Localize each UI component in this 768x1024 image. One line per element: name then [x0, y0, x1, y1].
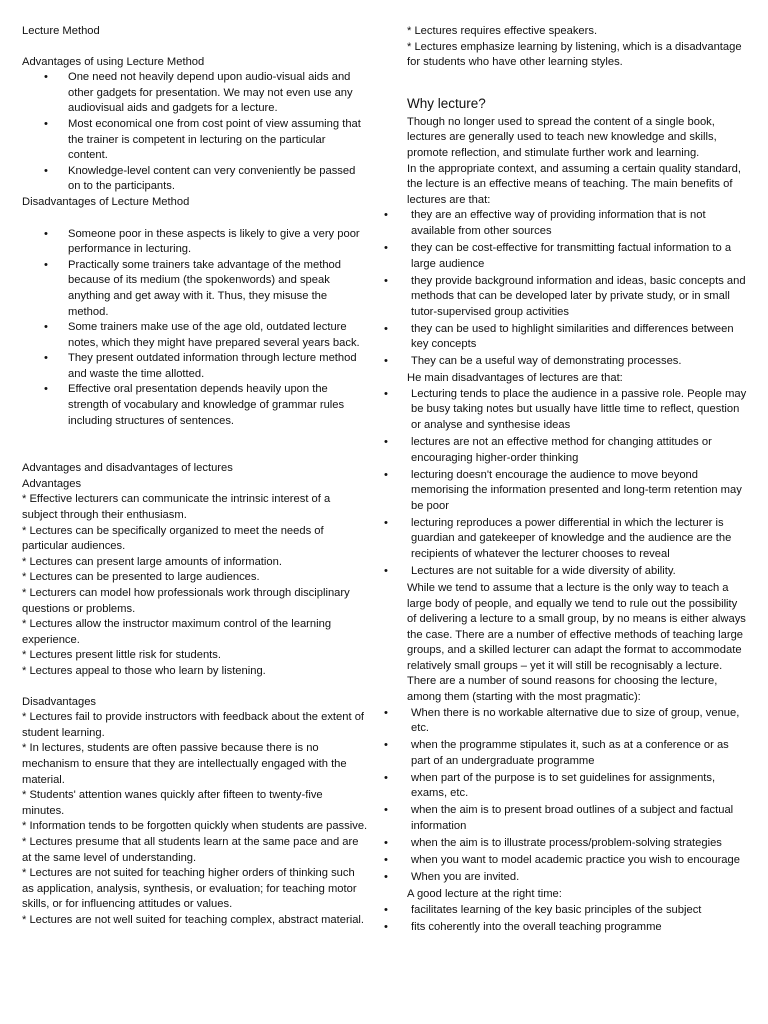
list-item: • they are an effective way of providing information that is not available from other sources	[384, 208, 747, 239]
why-lecture-heading: Why lecture?	[407, 95, 486, 111]
list-item: * Students' attention wanes quickly after fifteen to twenty-five minutes.	[22, 789, 323, 817]
disadvantages-method-list	[22, 227, 368, 430]
list-item: • Lecturing tends to place the audience in a passive role. People may be busy taking notes but usually have little time to reflect, question or analyse and synthesise ideas	[384, 387, 747, 434]
list-item: • They can be a useful way of demonstrating processes.	[384, 354, 747, 370]
doc-title: Lecture Method	[22, 25, 100, 37]
list-item: * Lectures requires effective speakers.	[407, 25, 598, 37]
main-disadvantages-intro: He main disadvantages of lectures are that:	[407, 372, 623, 385]
list-item: • When you are invited.	[384, 870, 747, 886]
list-item: * Effective lecturers can communicate the intrinsic interest of a subject through their enthusiasm.	[22, 493, 331, 522]
list-item: * Lectures emphasize learning by listening, which is a disadvantage for students who have other learning styles.	[407, 40, 742, 69]
list-item: * Lectures can present large amounts of information.	[22, 555, 282, 568]
list-item: • when you want to model academic practice you wish to encourage	[384, 853, 747, 869]
list-item: * Lectures can be presented to large audiences.	[22, 571, 260, 584]
list-item: * Lectures appeal to those who learn by listening.	[22, 664, 266, 677]
good-lecture-intro: A good lecture at the right time:	[407, 887, 562, 900]
advantages-method-heading: Advantages of using Lecture Method	[22, 55, 205, 68]
disadvantages-label: Disadvantages	[22, 695, 97, 708]
disadvantages-list	[22, 710, 368, 928]
list-item: • Most economical one from cost point of view assuming that the trainer is competent in lecturing on the particular content.	[22, 117, 368, 164]
list-item: • fits coherently into the overall teaching programme	[384, 920, 747, 936]
disadvantages-method-heading: Disadvantages of Lecture Method	[22, 195, 190, 208]
context-paragraph: In the appropriate context, and assuming a certain quality standard, the lecture is an effective means of teaching. The main benefits of lectures are that:	[407, 162, 741, 206]
advantages-label: Advantages	[22, 477, 82, 490]
list-item: • they provide background information and ideas, basic concepts and methods that can be developed later by private study, or in small tutor-supervised group activities	[384, 274, 747, 321]
list-item: • when the programme stipulates it, such as at a conference or as part of an undergraduate programme	[384, 738, 747, 769]
list-item: • lecturing doesn't encourage the audience to move beyond memorising the information presented and long-term retention may be poor	[384, 468, 747, 515]
reasons-intro: There are a number of sound reasons for choosing the lecture, among them (starting with the most pragmatic):	[407, 675, 718, 704]
good-lecture-list	[382, 903, 747, 936]
list-item: • They present outdated information through lecture method and waste the time allotted.	[22, 351, 368, 382]
list-item: • when part of the purpose is to set guidelines for assignments, exams, etc.	[384, 771, 747, 802]
adv-disadv-heading: Advantages and disadvantages of lectures	[22, 462, 233, 475]
advantages-method-list	[22, 70, 368, 195]
while-paragraph: While we tend to assume that a lecture is the only way to teach a large body of people, and equally we tend to rule out the possibility of delivering a lecture to a small group, by no means is either always the case. There are a number of effective methods of teaching large groups, and a skilled lecturer can adapt the format to accommodate relatively small groups – yet it will still be recognisably a lecture.	[407, 581, 746, 672]
list-item: • they can be cost-effective for transmitting factual information to a large audience	[384, 241, 747, 272]
list-item: • One need not heavily depend upon audio-visual aids and other gadgets for presentation. We may not even use any audiovisual aids and gadgets for a lecture.	[22, 70, 368, 117]
list-item: * Lecturers can model how professionals work through disciplinary questions or problems.	[22, 587, 350, 615]
right-column	[407, 24, 747, 936]
list-item: * Lectures present little risk for students.	[22, 649, 221, 662]
list-item: • Lectures are not suitable for a wide diversity of ability.	[384, 564, 747, 580]
list-item: • lectures are not an effective method for changing attitudes or encouraging higher-order thinking	[384, 435, 747, 466]
list-item: • Some trainers make use of the age old, outdated lecture notes, which they might have prepared several years back.	[22, 320, 368, 351]
list-item: * Lectures fail to provide instructors with feedback about the extent of student learning.	[22, 711, 365, 739]
list-item: * Lectures are not suited for teaching higher orders of thinking such as application, analysis, synthesis, or evaluation; for teaching motor skills, or for influencing attitudes or values.	[22, 867, 357, 911]
left-column	[22, 24, 368, 928]
list-item: • Someone poor in these aspects is likely to give a very poor performance in lecturing.	[22, 227, 368, 258]
why-paragraph: Though no longer used to spread the content of a single book, lectures are generally used to teach new knowledge and skills, promote reflection, and stimulate further work and learning.	[407, 115, 717, 159]
benefits-list	[382, 208, 747, 370]
list-item: • when the aim is to illustrate process/problem-solving strategies	[384, 836, 747, 852]
list-item: • they can be used to highlight similarities and differences between key concepts	[384, 322, 747, 353]
list-item: * Lectures allow the instructor maximum control of the learning experience.	[22, 618, 332, 646]
list-item: * Lectures presume that all students learn at the same pace and are at the same level of understanding.	[22, 835, 359, 864]
main-disadvantages-list	[382, 387, 747, 580]
list-item: • Effective oral presentation depends heavily upon the strength of vocabulary and knowledge of grammar rules including structures of sentences.	[22, 382, 368, 429]
list-item: * Information tends to be forgotten quickly when students are passive.	[22, 820, 368, 833]
list-item: • when the aim is to present broad outlines of a subject and factual information	[384, 803, 747, 834]
list-item: • Knowledge-level content can very conveniently be passed on to the participants.	[22, 164, 368, 195]
list-item: • facilitates learning of the key basic principles of the subject	[384, 903, 747, 919]
list-item: * Lectures can be specifically organized to meet the needs of particular audiences.	[22, 524, 324, 553]
list-item: • Practically some trainers take advantage of the method because of its medium (the spokenwords) and speak anything and get away with it. Thus, they misuse the method.	[22, 258, 368, 320]
reasons-list	[382, 706, 747, 886]
advantages-list	[22, 492, 368, 679]
list-item: • When there is no workable alternative due to size of group, venue, etc.	[384, 706, 747, 737]
list-item: * In lectures, students are often passive because there is no mechanism to ensure that they are intellectually engaged with the material.	[22, 742, 347, 786]
list-item: * Lectures are not well suited for teaching complex, abstract material.	[22, 913, 365, 926]
list-item: • lecturing reproduces a power differential in which the lecturer is guardian and gatekeeper of knowledge and the audience are the recipients of whatever the lecturer chooses to reveal	[384, 516, 747, 563]
